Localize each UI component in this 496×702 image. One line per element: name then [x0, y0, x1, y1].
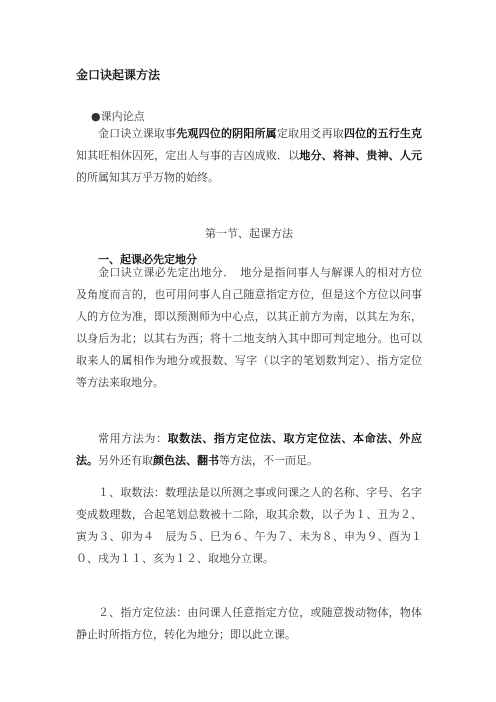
- intro-text-2: 定取用爻再取: [276, 127, 344, 140]
- intro-text-3: 知其旺相休囚死，定出人与事的吉凶成败．以: [76, 149, 300, 162]
- intro-bold-2: 四位的五行生克: [343, 127, 423, 140]
- intro-paragraph: [76, 123, 422, 189]
- direction-method-paragraph: ２、指方定位法：由问课人任意指定方位，或随意拨动物体，物体静止时所指方位，转化为地分；即以此立课。: [76, 606, 422, 641]
- intro-text-4: 的所属知其万乎万物的始终。: [76, 171, 219, 184]
- intro-bold-1: 先观四位的阴阳所属: [176, 127, 277, 140]
- intro-bold-3: 地分、将神、贵神、人元: [299, 149, 423, 162]
- section-heading: 第一节、起课方法: [205, 227, 293, 240]
- page-title: 金口诀起课方法: [76, 68, 161, 82]
- methods-text-3: 等方法，不一而足。: [219, 454, 318, 467]
- methods-bold-1: 取数法、指方定位法、取方定位法、本命法、外应法。: [76, 432, 423, 467]
- methods-text-1: 常用方法为：: [98, 432, 168, 445]
- common-methods-paragraph: [76, 428, 422, 472]
- methods-bold-2: 颜色法、翻书: [153, 454, 219, 467]
- number-method-paragraph: １、取数法：数理法是以所测之事或问课之人的名称、字号、名字变成数理数，合起笔划总数被十二除，取其余数，以子为１、丑为２、寅为３、卯为４ 辰为５、巳为６、午为７、未为８、申为９、酉为１０、戌为１１、亥为１２、取地分立课。: [76, 486, 422, 565]
- methods-text-2: 另外还有取: [98, 454, 153, 467]
- subsection-heading: 一、起课必先定地分: [98, 253, 197, 266]
- lesson-points-label: ●课内论点: [91, 110, 145, 123]
- earth-position-paragraph: 金口诀立课必先定出地分． 地分是指问事人与解课人的相对方位及角度而言的，也可用问事人自己随意指定方位，但是这个方位以问事人的方位为准，即以预测师为中心点，以其正前方为南，以其左为东，以身后为北；以其右为西；将十二地支纳入其中即可判定地分。也可以取来人的属相作为地分或报数、写字（以字的笔划数判定）、指方定位等方法来取地分。: [76, 266, 422, 389]
- intro-text-1: 金口诀立课取事: [98, 127, 177, 140]
